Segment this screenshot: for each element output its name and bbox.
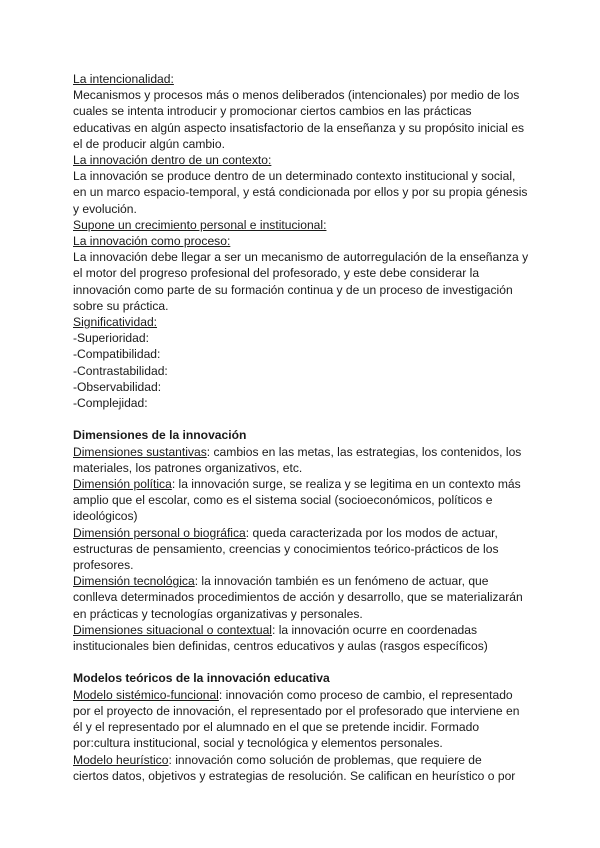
dimensiones-heading: Dimensiones de la innovación <box>73 428 247 443</box>
dimension-situacional-label: Dimensiones situacional o contextual <box>73 622 272 637</box>
document-page <box>73 71 533 784</box>
dimension-personal-label: Dimensión personal o biográfica <box>73 525 246 540</box>
dimension-situacional <box>73 622 513 654</box>
dimension-sustantivas <box>73 444 529 476</box>
modelo-sistemico-text: : innovación como proceso de cambio, el representado por el proyecto de innovación, el representado por el profesorado que interviene en él y el representado por el alumnado en el que se pretende incidir. Formado por:cultura institucional, social y tecnológica y elementos personales. <box>73 687 520 751</box>
dimension-sustantivas-text: : cambios en las metas, las estrategias, los contenidos, los materiales, los patrones organizativos, etc. <box>73 444 522 475</box>
modelo-heuristico-label: Modelo heurístico <box>73 752 169 767</box>
dimension-personal-text: : queda caracterizada por los modos de actuar, estructuras de pensamiento, creencias y conocimientos teórico-prácticos de los profesores. <box>73 525 499 573</box>
significatividad-item-contrastabilidad: -Contrastabilidad: <box>73 363 168 378</box>
significatividad-item-superioridad: -Superioridad: <box>73 331 149 346</box>
significatividad-item-observabilidad: -Observabilidad: <box>73 379 162 394</box>
dimension-sustantivas-label: Dimensiones sustantivas <box>73 444 207 459</box>
dimension-tecnologica-text: : la innovación también es un fenómeno de actuar, que conlleva determinados procedimientos de acción y desarrollo, que se materializarán en prácticas y tecnologías organizativas y personales. <box>73 574 523 621</box>
modelos-heading: Modelos teóricos de la innovación educativa <box>73 671 330 686</box>
significatividad-item-compatibilidad: -Compatibilidad: <box>73 347 161 362</box>
dimension-politica-text: : la innovación surge, se realiza y se legitima en un contexto más amplio que el escolar, como es el sistema social (socioeconómicos, políticos e ideológicos) <box>73 477 521 524</box>
dimension-personal <box>73 525 513 574</box>
dimension-situacional-text: : la innovación ocurre en coordenadas institucionales bien definidas, centros educativos y aulas (rasgos específicos) <box>73 622 488 654</box>
crecimiento-title: Supone un crecimiento personal e institucional: <box>73 217 327 232</box>
contexto-title: La innovación dentro de un contexto: <box>73 153 272 168</box>
proceso-title: La innovación como proceso: <box>73 234 231 249</box>
intencionalidad-title: La intencionalidad: <box>73 72 174 86</box>
contexto-text: La innovación se produce dentro de un determinado contexto institucional y social, en un marco espacio-temporal, y está condicionada por ellos y por su propia génesis y evolución. <box>73 169 528 216</box>
dimension-tecnologica <box>73 573 529 622</box>
intencionalidad-text: Mecanismos y procesos más o menos deliberados (intencionales) por medio de los cuales se intenta introducir y promocionar ciertos cambios en las prácticas educativas en algún aspecto insatisfactorio de la enseñanza y su propósito inicial es el de producir algún cambio. <box>73 88 525 151</box>
modelo-sistemico-label: Modelo sistémico-funcional <box>73 687 219 702</box>
significatividad-item-complejidad: -Complejidad: <box>73 396 148 411</box>
dimension-tecnologica-label: Dimensión tecnológica <box>73 574 195 589</box>
modelo-sistemico <box>73 687 521 752</box>
proceso-text: La innovación debe llegar a ser un mecanismo de autorregulación de la enseñanza y el motor del progreso profesional del profesorado, y este debe considerar la innovación como parte de su formación continua y de un proceso de investigación sobre su práctica. <box>73 250 529 313</box>
significatividad-title: Significatividad: <box>73 315 158 330</box>
dimension-politica <box>73 476 529 525</box>
dimension-politica-label: Dimensión política <box>73 477 172 492</box>
modelo-heuristico-text: : innovación como solución de problemas, que requiere de ciertos datos, objetivos y estrategias de resolución. Se califican en heurístico o por <box>73 752 516 783</box>
modelo-heuristico <box>73 752 519 784</box>
